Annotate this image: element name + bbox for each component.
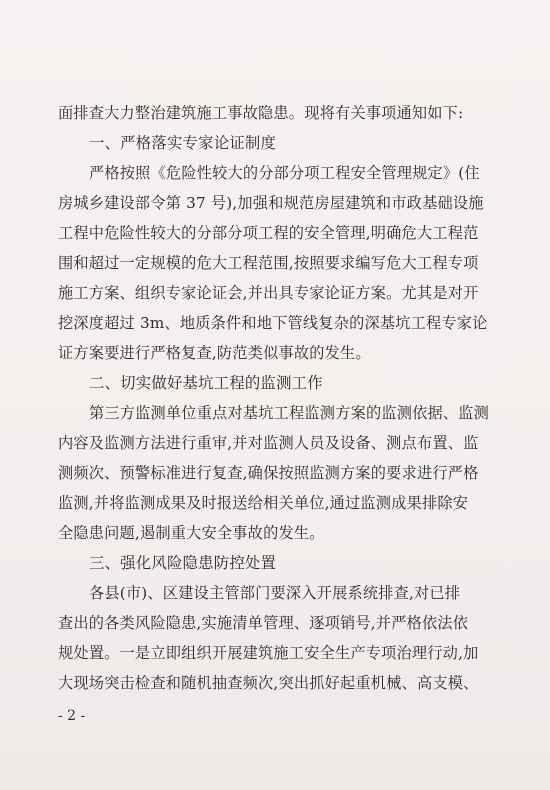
paragraph-line: 各县(市)、区建设主管部门要深入开展系统排查,对已排 — [89, 584, 461, 602]
paragraph-line: 房城乡建设部令第 37 号),加强和规范房屋建筑和市政基础设施 — [58, 194, 484, 212]
paragraph-line: 工程中危险性较大的分部分项工程的安全管理,明确危大工程范 — [58, 224, 479, 242]
paragraph-line: 测频次、预警标准进行复查,确保按照监测方案的要求进行严格 — [58, 464, 479, 482]
section-heading-3: 三、强化风险隐患防控处置 — [89, 554, 277, 572]
document-body — [58, 98, 498, 698]
paragraph-line: 施工方案、组织专家论证会,并出具专家论证方案。尤其是对开 — [58, 284, 479, 302]
paragraph-line: 挖深度超过 3m、地质条件和地下管线复杂的深基坑工程专家论 — [58, 314, 488, 332]
paragraph-line: 大现场突击检查和随机抽查频次,突出抓好起重机械、高支模、 — [58, 674, 479, 692]
paragraph-line: 监测,并将监测成果及时报送给相关单位,通过监测成果排除安 — [58, 494, 469, 512]
paragraph-line: 证方案要进行严格复查,防范类似事故的发生。 — [58, 344, 371, 362]
paragraph-line: 围和超过一定规模的危大工程范围,按照要求编写危大工程专项 — [58, 254, 479, 272]
paragraph-line: 第三方监测单位重点对基坑工程监测方案的监测依据、监测 — [89, 404, 490, 422]
paragraph-line: 查出的各类风险隐患,实施清单管理、逐项销号,并严格依法依 — [58, 614, 469, 632]
section-heading-1: 一、严格落实专家论证制度 — [89, 134, 277, 152]
page-number: - 2 - — [58, 708, 86, 724]
paragraph-line: 严格按照《危险性较大的分部分项工程安全管理规定》(住 — [89, 164, 480, 182]
paragraph-line: 全隐患问题,遏制重大安全事故的发生。 — [58, 524, 325, 542]
paragraph-line: 内容及监测方法进行重审,并对监测人员及设备、测点布置、监 — [58, 434, 479, 452]
section-heading-2: 二、切实做好基坑工程的监测工作 — [89, 374, 323, 392]
paragraph-line: 规处置。一是立即组织开展建筑施工安全生产专项治理行动,加 — [58, 644, 479, 662]
paragraph-line: 面排查大力整治建筑施工事故隐患。现将有关事项通知如下: — [58, 104, 464, 122]
